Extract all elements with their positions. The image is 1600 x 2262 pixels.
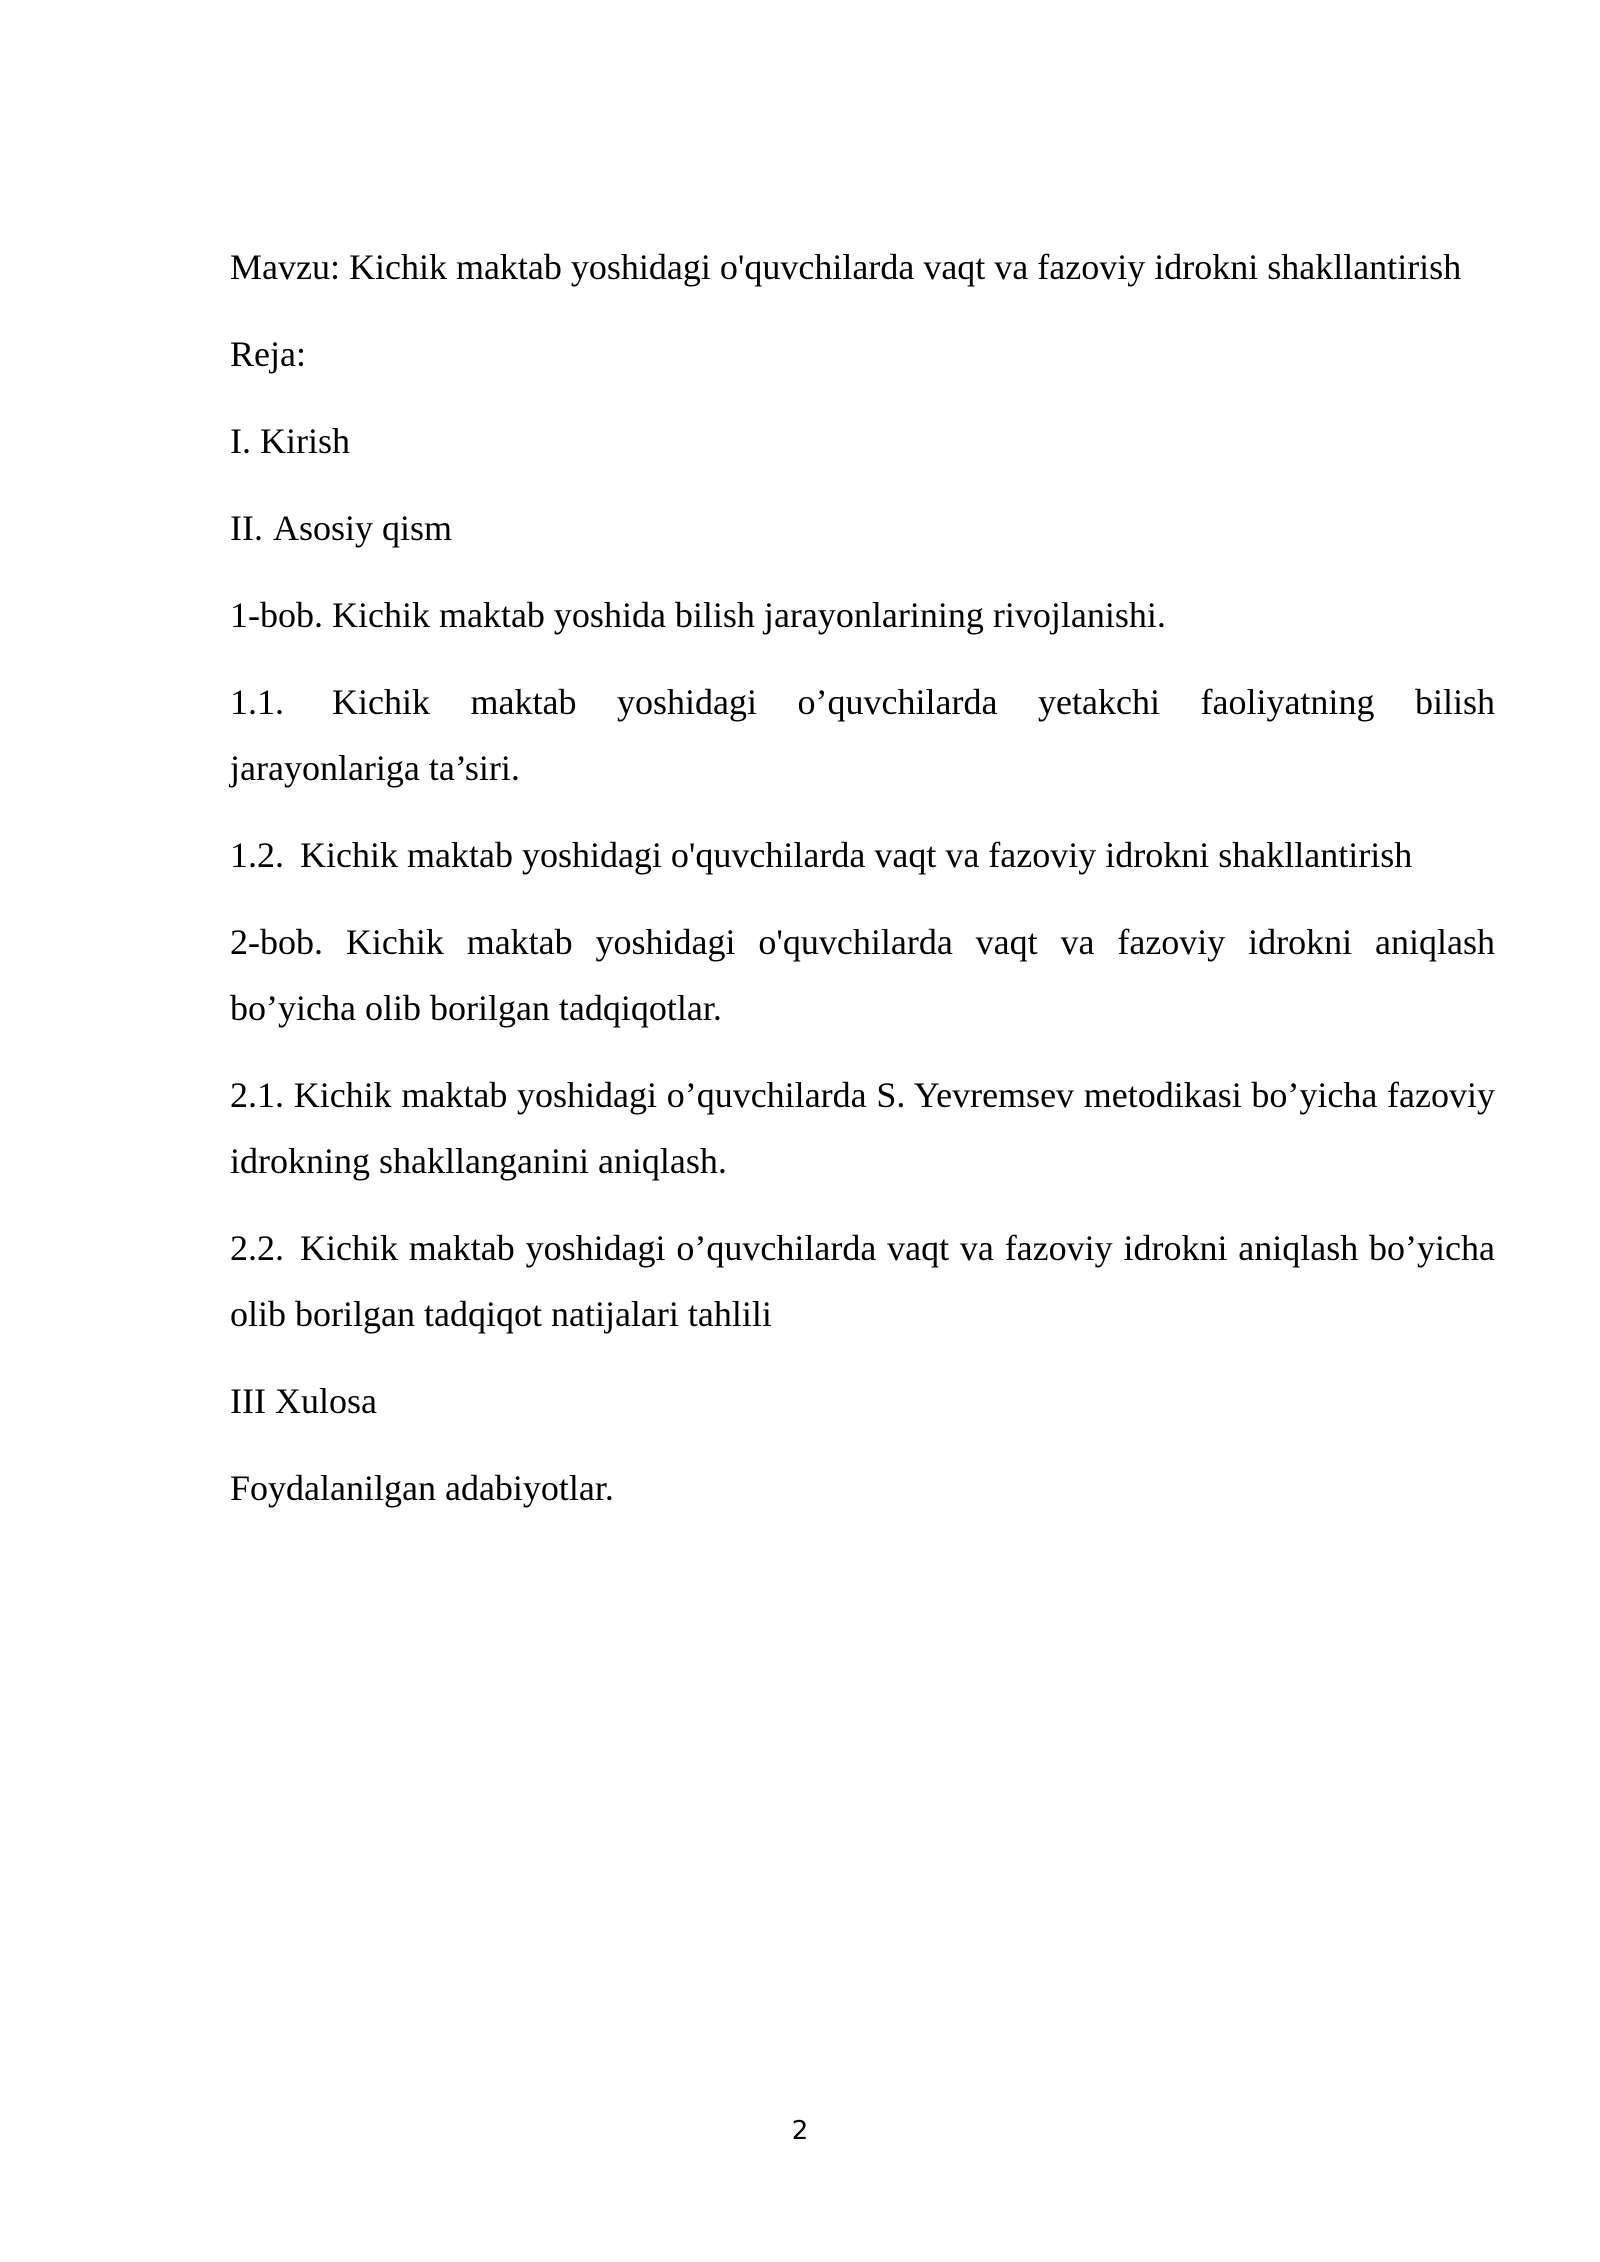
plan-item-title: Kichik maktab yoshidagi o’quvchilarda vaqt va fazoviy idrokni aniqlash bo’yicha olib borilgan tadqiqot natijalari tahlili [230,1228,1495,1334]
page-number: 2 [791,2116,809,2146]
topic-line: Mavzu: Kichik maktab yoshidagi o'quvchilarda vaqt va fazoviy idrokni shakllantirish [230,247,1462,287]
plan-item-title: Kichik maktab yoshidagi o'quvchilarda vaqt va fazoviy idrokni shakllantirish [300,835,1413,875]
plan-item-intro: I. Kirish [230,421,350,461]
plan-item-chapter-2: 2-bob. Kichik maktab yoshidagi o'quvchilarda vaqt va fazoviy idrokni aniqlash bo’yicha olib borilgan tadqiqotlar. [230,922,1495,1028]
plan-item-chapter-1: 1-bob. Kichik maktab yoshida bilish jarayonlarining rivojlanishi. [230,595,1166,635]
plan-item-section-1-2 [230,822,1495,888]
plan-item-number: 1.2. [230,835,284,875]
plan-item-section-2-1: 2.1. Kichik maktab yoshidagi o’quvchilarda S. Yevremsev metodikasi bo’yicha fazoviy idrokning shakllanganini aniqlash. [230,1075,1495,1181]
plan-item-section-2-2 [230,1215,1495,1347]
plan-label: Reja: [230,334,306,374]
plan-item-section-1-1 [230,669,1495,801]
plan-item-title: Kichik maktab yoshidagi o’quvchilarda yetakchi faoliyatning bilish jarayonlariga ta’siri. [230,682,1495,788]
plan-item-title: Asosiy qism [272,508,453,548]
plan-item-main-part [230,495,1495,561]
plan-item-number: II. [230,508,263,548]
plan-item-references: Foydalanilgan adabiyotlar. [230,1468,614,1508]
table-of-contents [230,234,1495,1542]
plan-item-number: 1.1. [230,682,284,722]
plan-item-conclusion: III Xulosa [230,1381,377,1421]
plan-item-number: 2.2. [230,1228,284,1268]
